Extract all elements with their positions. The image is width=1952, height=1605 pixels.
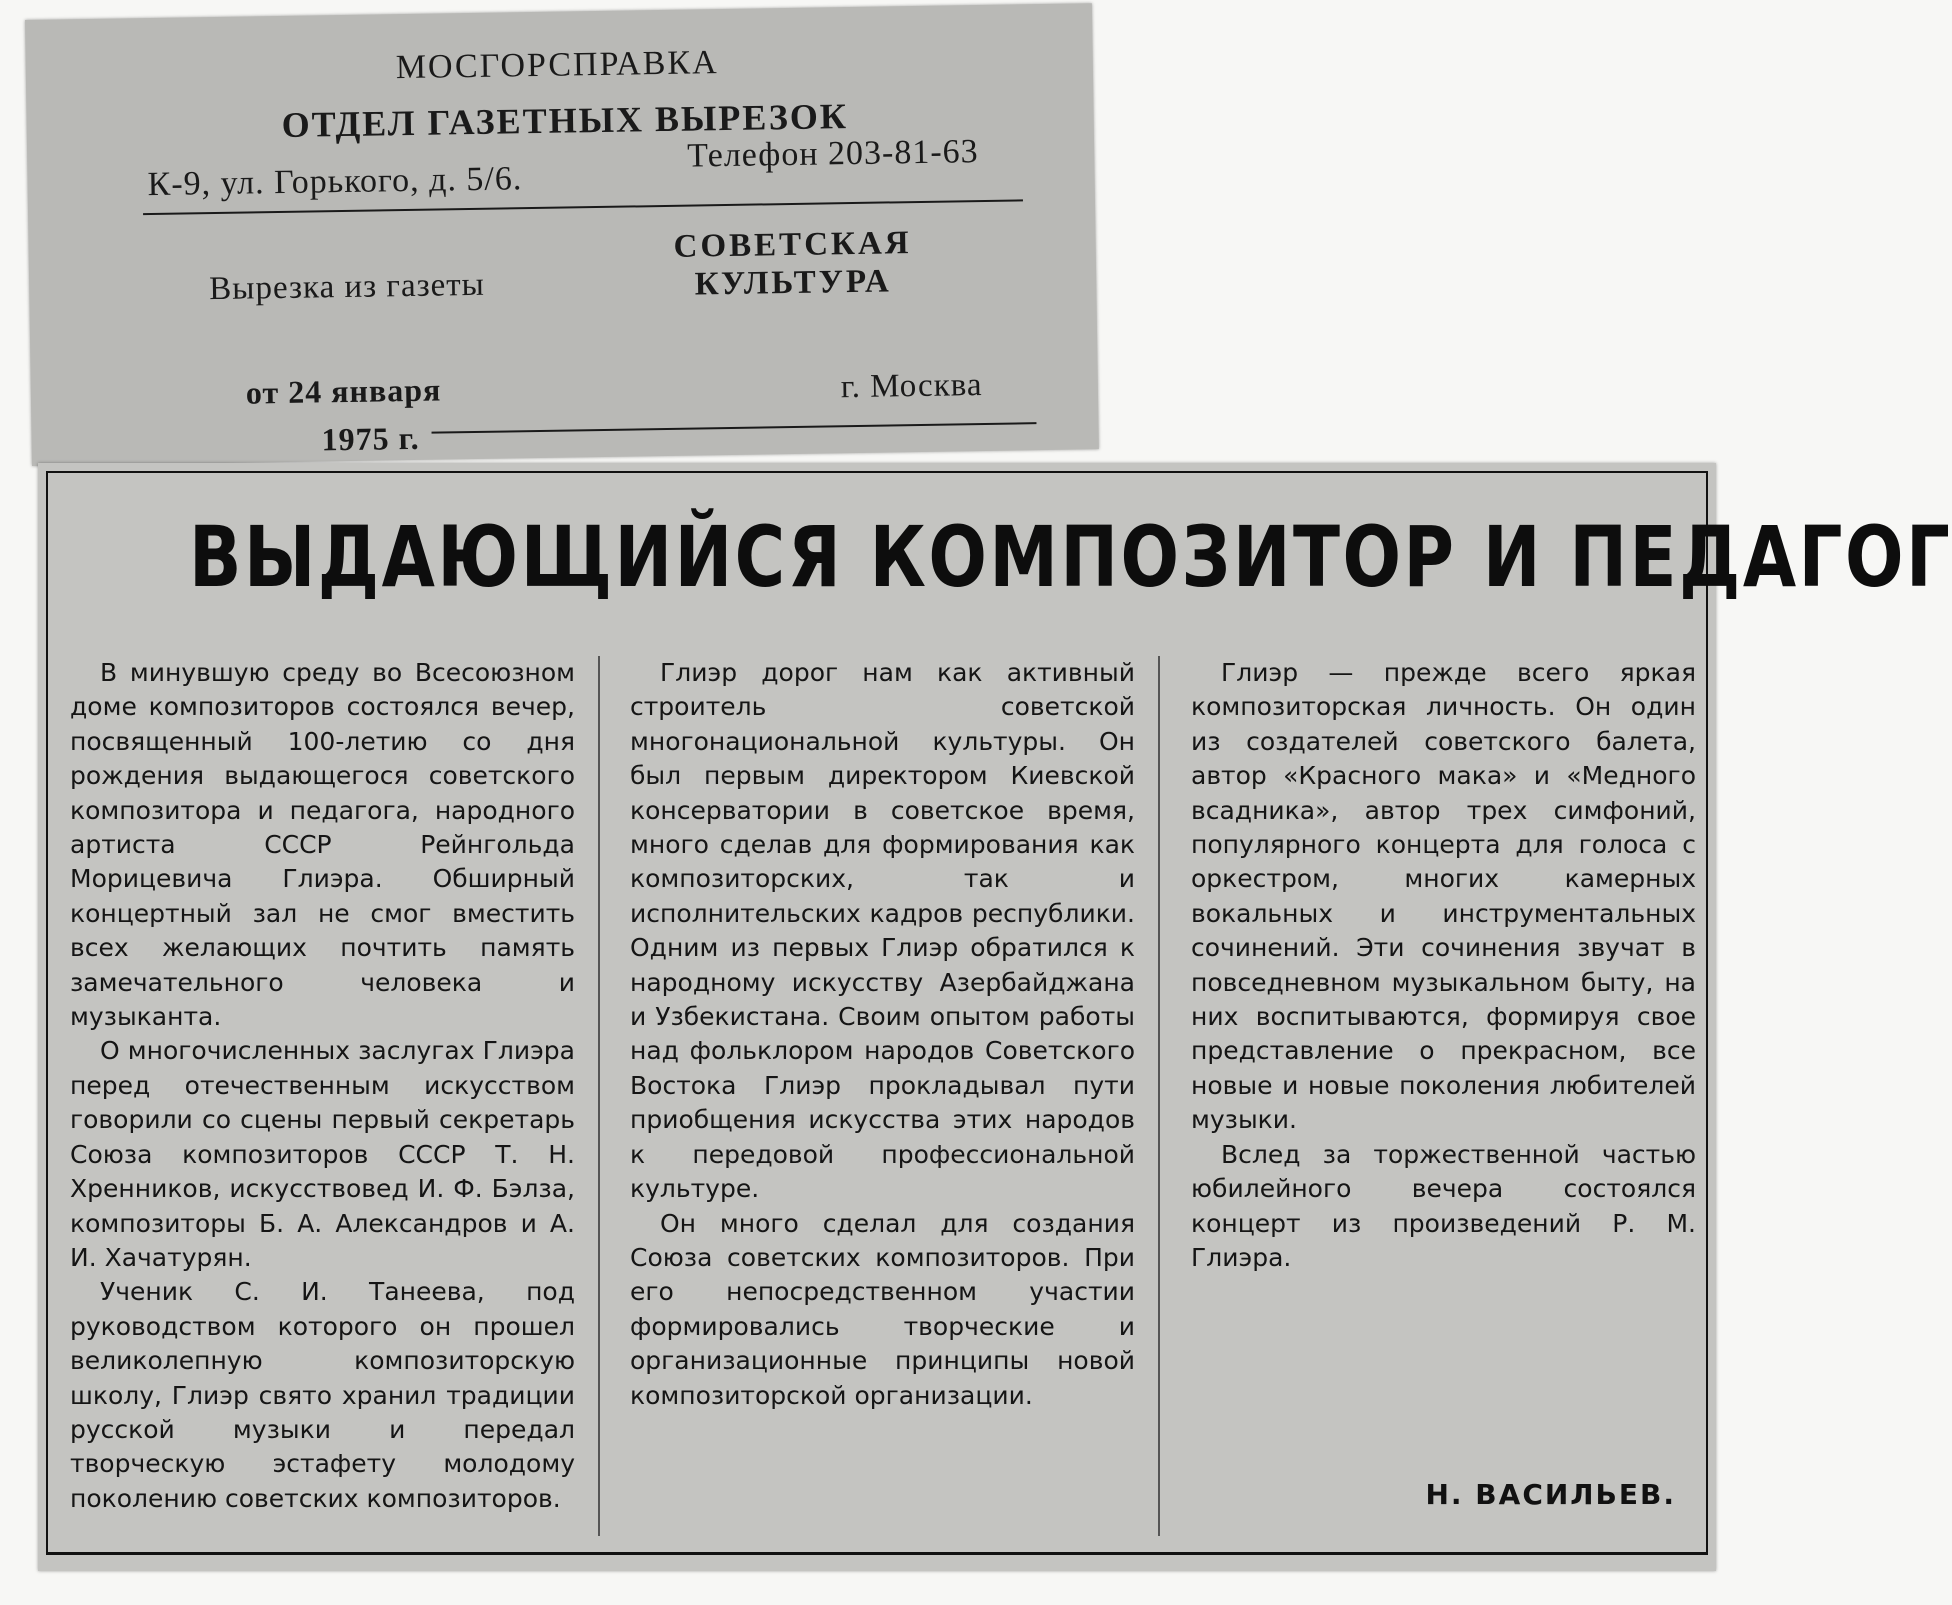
newspaper-name-line2: КУЛЬТУРА <box>694 263 893 303</box>
issue-city: г. Москва <box>840 367 983 406</box>
article-paragraph: В минувшую среду во Всесоюзном доме композиторов состоялся вечер, посвященный 100-летию со дня рождения выдающегося советского композитора и педагога, народного артиста СССР Рейнгольда Морицевича Глиэра. Обширный концертный зал не смог вместить всех желающих почтить память замечательного человека и музыканта. <box>70 658 575 1032</box>
label-divider-bottom <box>432 422 1037 434</box>
service-phone: Телефон 203-81-63 <box>686 133 979 175</box>
article-column-3 <box>1191 656 1696 1275</box>
issue-year: 1975 г. <box>321 419 420 458</box>
article-paragraph: Глиэр дорог нам как активный строитель советской многонациональной культуры. Он был первым директором Киевской консерватории в советское время, много сделав для формирования как композиторских, так и исполнительских кадров республики. Одним из первых Глиэр обратился к народному искусству Азербайджана и Узбекистана. Своим опытом работы над фольклором народов Советского Востока Глиэр прокладывал пути приобщения искусства этих народов к передовой профессиональной культуре. <box>630 658 1135 1204</box>
newspaper-name-line1: СОВЕТСКАЯ <box>673 225 912 265</box>
column-divider <box>1158 656 1160 1536</box>
service-org-name: МОСГОРСПРАВКА <box>395 44 719 87</box>
author-signature: Н. ВАСИЛЬЕВ. <box>1425 1478 1676 1511</box>
newspaper-name <box>673 224 912 304</box>
article-column-1 <box>70 656 575 1516</box>
article-paragraph: Вслед за торжественной частью юбилейного вечера состоялся концерт из произведений Р. М. Глиэра. <box>1191 1139 1696 1272</box>
article-paragraph: Ученик С. И. Танеева, под руководством которого он прошел великолепную композиторскую школу, Глиэр свято хранил традиции русской музыки и передал творческую эстафету молодому поколению советских композиторов. <box>70 1277 575 1513</box>
clipping-service-label <box>25 3 1099 466</box>
service-address: К-9, ул. Горького, д. 5/6. <box>147 160 523 204</box>
column-divider <box>598 656 600 1536</box>
article-column-2 <box>630 656 1135 1413</box>
article-headline: ВЫДАЮЩИЙСЯ КОМПОЗИТОР И ПЕДАГОГ <box>189 508 1952 606</box>
article-paragraph: О многочисленных заслугах Глиэра перед отечественным искусством говорили со сцены первый секретарь Союза композиторов СССР Т. Н. Хренников, искусствовед И. Ф. Бэлза, композиторы Б. А. Александров и А. И. Хачатурян. <box>70 1036 575 1272</box>
issue-date: от 24 января <box>245 371 442 411</box>
article-paragraph: Глиэр — прежде всего яркая композиторская личность. Он один из создателей советского балета, автор «Красного мака» и «Медного всадника», автор трех симфоний, популярного концерта для голоса с оркестром, многих камерных вокальных и инструментальных сочинений. Эти сочинения звучат в повседневном музыкальном быту, на них воспитываются, формируя свое представление о прекрасном, все новые и новые поколения любителей музыки. <box>1191 658 1696 1135</box>
cut-from-label: Вырезка из газеты <box>208 266 486 308</box>
newspaper-clipping <box>38 463 1952 1571</box>
article-paragraph: Он много сделал для создания Союза советских композиторов. При его непосредственном участии формировались творческие и организационные принципы новой композиторской организации. <box>630 1208 1135 1410</box>
service-department: ОТДЕЛ ГАЗЕТНЫХ ВЫРЕЗОК <box>281 96 849 145</box>
